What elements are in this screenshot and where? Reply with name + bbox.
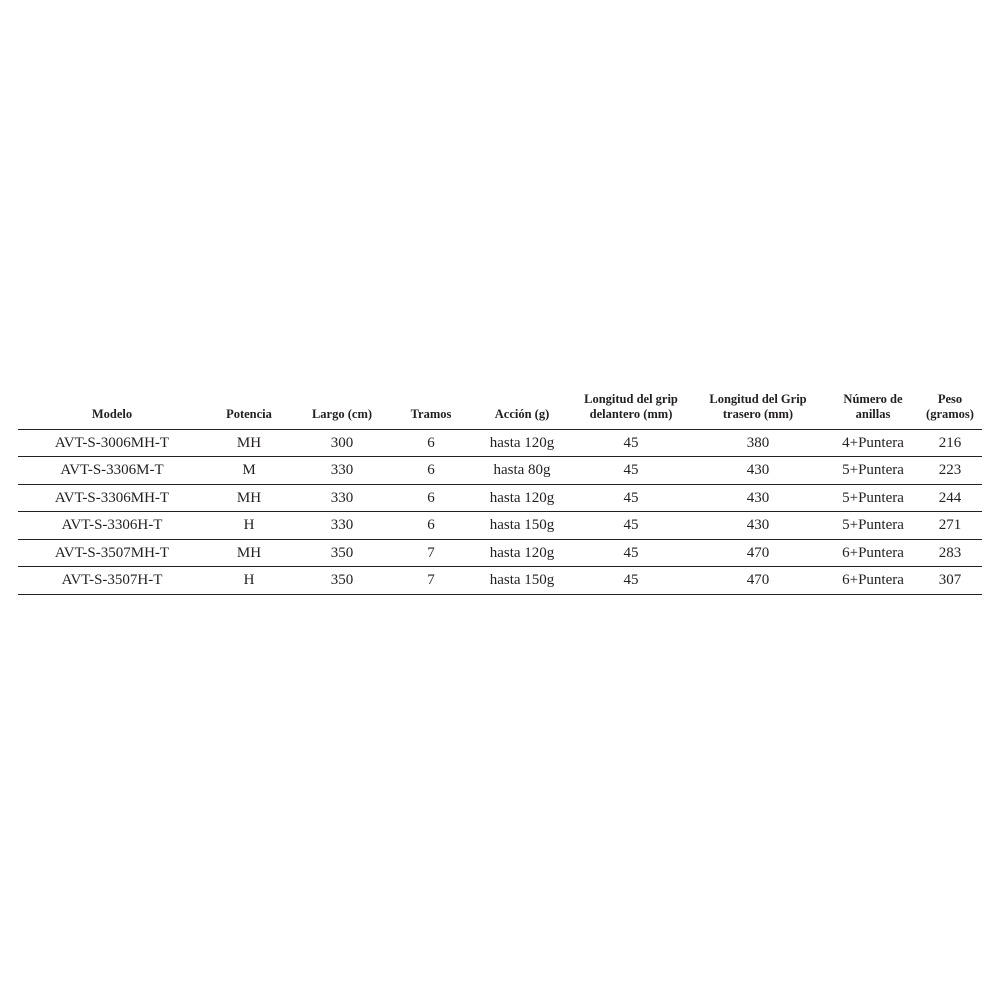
table-row <box>18 567 982 595</box>
cell-potencia: H <box>206 567 292 595</box>
column-header-grip-delantero: Longitud del grip delantero (mm) <box>584 392 678 421</box>
column-header-grip-trasero: Longitud del Grip trasero (mm) <box>709 392 807 421</box>
cell-modelo: AVT-S-3507MH-T <box>18 539 206 567</box>
cell-accion: hasta 120g <box>470 539 574 567</box>
column-header-largo: Largo (cm) <box>311 406 373 421</box>
cell-tramos: 7 <box>392 567 470 595</box>
cell-grip-delantero: 45 <box>574 484 688 512</box>
cell-potencia: MH <box>206 539 292 567</box>
cell-potencia: MH <box>206 429 292 457</box>
column-header-potencia: Potencia <box>226 406 272 421</box>
cell-largo: 350 <box>292 567 392 595</box>
cell-largo: 330 <box>292 484 392 512</box>
cell-peso: 307 <box>918 567 982 595</box>
cell-largo: 350 <box>292 539 392 567</box>
cell-anillas: 4+Puntera <box>828 429 918 457</box>
cell-anillas: 6+Puntera <box>828 539 918 567</box>
table-row <box>18 457 982 485</box>
cell-grip-trasero: 470 <box>688 567 828 595</box>
cell-tramos: 6 <box>392 429 470 457</box>
cell-grip-trasero: 430 <box>688 512 828 540</box>
cell-grip-trasero: 380 <box>688 429 828 457</box>
specification-table <box>18 392 982 595</box>
cell-potencia: M <box>206 457 292 485</box>
cell-tramos: 7 <box>392 539 470 567</box>
cell-modelo: AVT-S-3306MH-T <box>18 484 206 512</box>
cell-tramos: 6 <box>392 512 470 540</box>
column-header-anillas: Número de anillas <box>843 392 903 421</box>
column-header-tramos: Tramos <box>410 406 452 421</box>
cell-grip-delantero: 45 <box>574 457 688 485</box>
cell-anillas: 6+Puntera <box>828 567 918 595</box>
cell-potencia: MH <box>206 484 292 512</box>
cell-peso: 223 <box>918 457 982 485</box>
cell-modelo: AVT-S-3306M-T <box>18 457 206 485</box>
cell-grip-delantero: 45 <box>574 539 688 567</box>
cell-peso: 216 <box>918 429 982 457</box>
cell-largo: 300 <box>292 429 392 457</box>
specification-table-container <box>18 392 982 595</box>
table-row <box>18 484 982 512</box>
cell-anillas: 5+Puntera <box>828 512 918 540</box>
cell-grip-delantero: 45 <box>574 512 688 540</box>
table-header <box>18 392 982 429</box>
column-header-peso: Peso (gramos) <box>926 392 974 421</box>
cell-grip-delantero: 45 <box>574 567 688 595</box>
cell-tramos: 6 <box>392 484 470 512</box>
cell-accion: hasta 150g <box>470 567 574 595</box>
cell-anillas: 5+Puntera <box>828 484 918 512</box>
cell-peso: 283 <box>918 539 982 567</box>
cell-grip-delantero: 45 <box>574 429 688 457</box>
table-row <box>18 429 982 457</box>
table-row <box>18 539 982 567</box>
cell-grip-trasero: 430 <box>688 484 828 512</box>
cell-accion: hasta 80g <box>470 457 574 485</box>
cell-modelo: AVT-S-3006MH-T <box>18 429 206 457</box>
cell-grip-trasero: 470 <box>688 539 828 567</box>
cell-anillas: 5+Puntera <box>828 457 918 485</box>
column-header-accion: Acción (g) <box>494 406 550 421</box>
cell-peso: 244 <box>918 484 982 512</box>
cell-modelo: AVT-S-3306H-T <box>18 512 206 540</box>
cell-modelo: AVT-S-3507H-T <box>18 567 206 595</box>
table-body <box>18 429 982 594</box>
cell-grip-trasero: 430 <box>688 457 828 485</box>
cell-potencia: H <box>206 512 292 540</box>
cell-accion: hasta 150g <box>470 512 574 540</box>
cell-largo: 330 <box>292 512 392 540</box>
cell-accion: hasta 120g <box>470 429 574 457</box>
cell-largo: 330 <box>292 457 392 485</box>
cell-peso: 271 <box>918 512 982 540</box>
column-header-modelo: Modelo <box>91 406 133 421</box>
table-header-row <box>18 392 982 429</box>
cell-accion: hasta 120g <box>470 484 574 512</box>
table-row <box>18 512 982 540</box>
cell-tramos: 6 <box>392 457 470 485</box>
